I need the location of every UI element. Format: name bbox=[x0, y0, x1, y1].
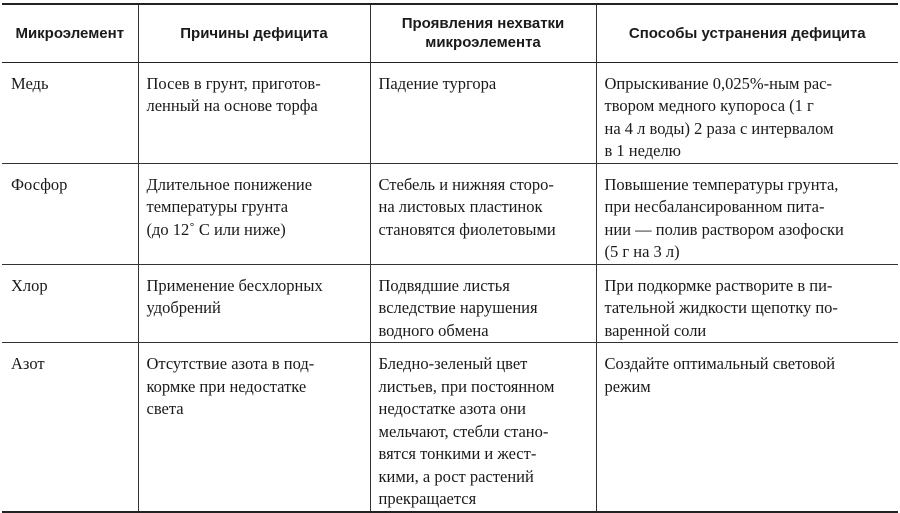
table-row bbox=[2, 264, 898, 343]
symptoms-line: кими, а рост растений bbox=[378, 466, 534, 486]
causes-line: света bbox=[146, 399, 184, 418]
remedies-line: тательной жидкости щепотку по- bbox=[604, 298, 838, 317]
cell-remedies bbox=[596, 62, 898, 163]
remedies-line: в 1 неделю bbox=[604, 141, 682, 160]
causes-line: кормке при недостатке bbox=[146, 376, 307, 396]
cell-causes bbox=[138, 62, 370, 163]
cell-symptoms bbox=[370, 62, 596, 163]
cell-element bbox=[2, 264, 138, 343]
header-symptoms-text-1: Проявления нехватки bbox=[401, 15, 565, 33]
cell-remedies bbox=[596, 264, 898, 343]
table-row bbox=[2, 163, 898, 264]
cell-symptoms bbox=[370, 264, 596, 343]
table-row bbox=[2, 62, 898, 163]
header-causes bbox=[138, 4, 370, 62]
remedies-line: При подкормке растворите в пи- bbox=[604, 275, 833, 295]
causes-line: Длительное понижение bbox=[146, 174, 313, 194]
remedies-line: Создайте оптимальный световой bbox=[604, 354, 836, 373]
cell-element bbox=[2, 343, 138, 512]
remedies-line: варенной соли bbox=[604, 320, 707, 340]
symptoms-line: прекращается bbox=[378, 489, 477, 508]
element-name: Азот bbox=[11, 354, 45, 373]
header-element bbox=[2, 4, 138, 62]
header-row bbox=[2, 4, 898, 62]
remedies-line: при несбалансированном пита- bbox=[604, 197, 825, 216]
symptoms-line: недостатке азота они bbox=[378, 399, 526, 418]
remedies-line: твором медного купороса (1 г bbox=[604, 96, 814, 115]
cell-symptoms bbox=[370, 163, 596, 264]
header-element-text: Микроэлемент bbox=[15, 24, 125, 42]
symptoms-line: мельчают, стебли стано- bbox=[378, 421, 549, 441]
cell-causes bbox=[138, 163, 370, 264]
remedies-line: режим bbox=[604, 376, 651, 396]
causes-line: удобрений bbox=[146, 298, 221, 317]
symptoms-line: Подвядшие листья bbox=[378, 275, 510, 295]
symptoms-line: листьев, при постоянном bbox=[378, 376, 555, 396]
cell-remedies bbox=[596, 343, 898, 512]
cell-element bbox=[2, 163, 138, 264]
cell-symptoms bbox=[370, 343, 596, 512]
causes-line: ленный на основе торфа bbox=[146, 96, 318, 115]
symptoms-line: на листовых пластинок bbox=[378, 197, 543, 216]
causes-line: температуры грунта bbox=[146, 197, 289, 216]
header-causes-text: Причины дефицита bbox=[180, 24, 328, 42]
remedies-line: Повышение температуры грунта, bbox=[604, 174, 839, 194]
header-remedies bbox=[596, 4, 898, 62]
symptoms-line: Бледно-зеленый цвет bbox=[378, 354, 528, 373]
symptoms-line: Падение тургора bbox=[378, 73, 497, 93]
cell-causes bbox=[138, 264, 370, 343]
remedies-line: Опрыскивание 0,025%-ным рас- bbox=[604, 73, 832, 93]
table-body bbox=[2, 62, 898, 512]
element-name: Медь bbox=[11, 73, 49, 93]
causes-line: Посев в грунт, приготов- bbox=[146, 73, 321, 93]
cell-element bbox=[2, 62, 138, 163]
cell-causes bbox=[138, 343, 370, 512]
remedies-line: на 4 л воды) 2 раза с интервалом bbox=[604, 118, 834, 138]
element-name: Хлор bbox=[11, 275, 48, 295]
causes-line: (до 12˚ С или ниже) bbox=[146, 219, 286, 239]
table-row bbox=[2, 343, 898, 512]
deficiency-table bbox=[2, 3, 898, 513]
symptoms-line: вследствие нарушения bbox=[378, 298, 538, 317]
cell-remedies bbox=[596, 163, 898, 264]
table-header bbox=[2, 4, 898, 62]
symptoms-line: вятся тонкими и жест- bbox=[378, 444, 537, 463]
causes-line: Отсутствие азота в под- bbox=[146, 354, 315, 373]
symptoms-line: становятся фиолетовыми bbox=[378, 219, 556, 239]
remedies-line: (5 г на 3 л) bbox=[604, 242, 680, 261]
symptoms-line: Стебель и нижняя сторо- bbox=[378, 174, 554, 194]
element-name: Фосфор bbox=[11, 174, 68, 194]
header-symptoms-text-2: микроэлемента bbox=[425, 34, 541, 52]
header-symptoms bbox=[370, 4, 596, 62]
remedies-line: нии — полив раствором азофоски bbox=[604, 219, 844, 239]
symptoms-line: водного обмена bbox=[378, 320, 489, 340]
causes-line: Применение бесхлорных bbox=[146, 275, 323, 295]
header-remedies-text: Способы устранения дефицита bbox=[628, 24, 866, 42]
